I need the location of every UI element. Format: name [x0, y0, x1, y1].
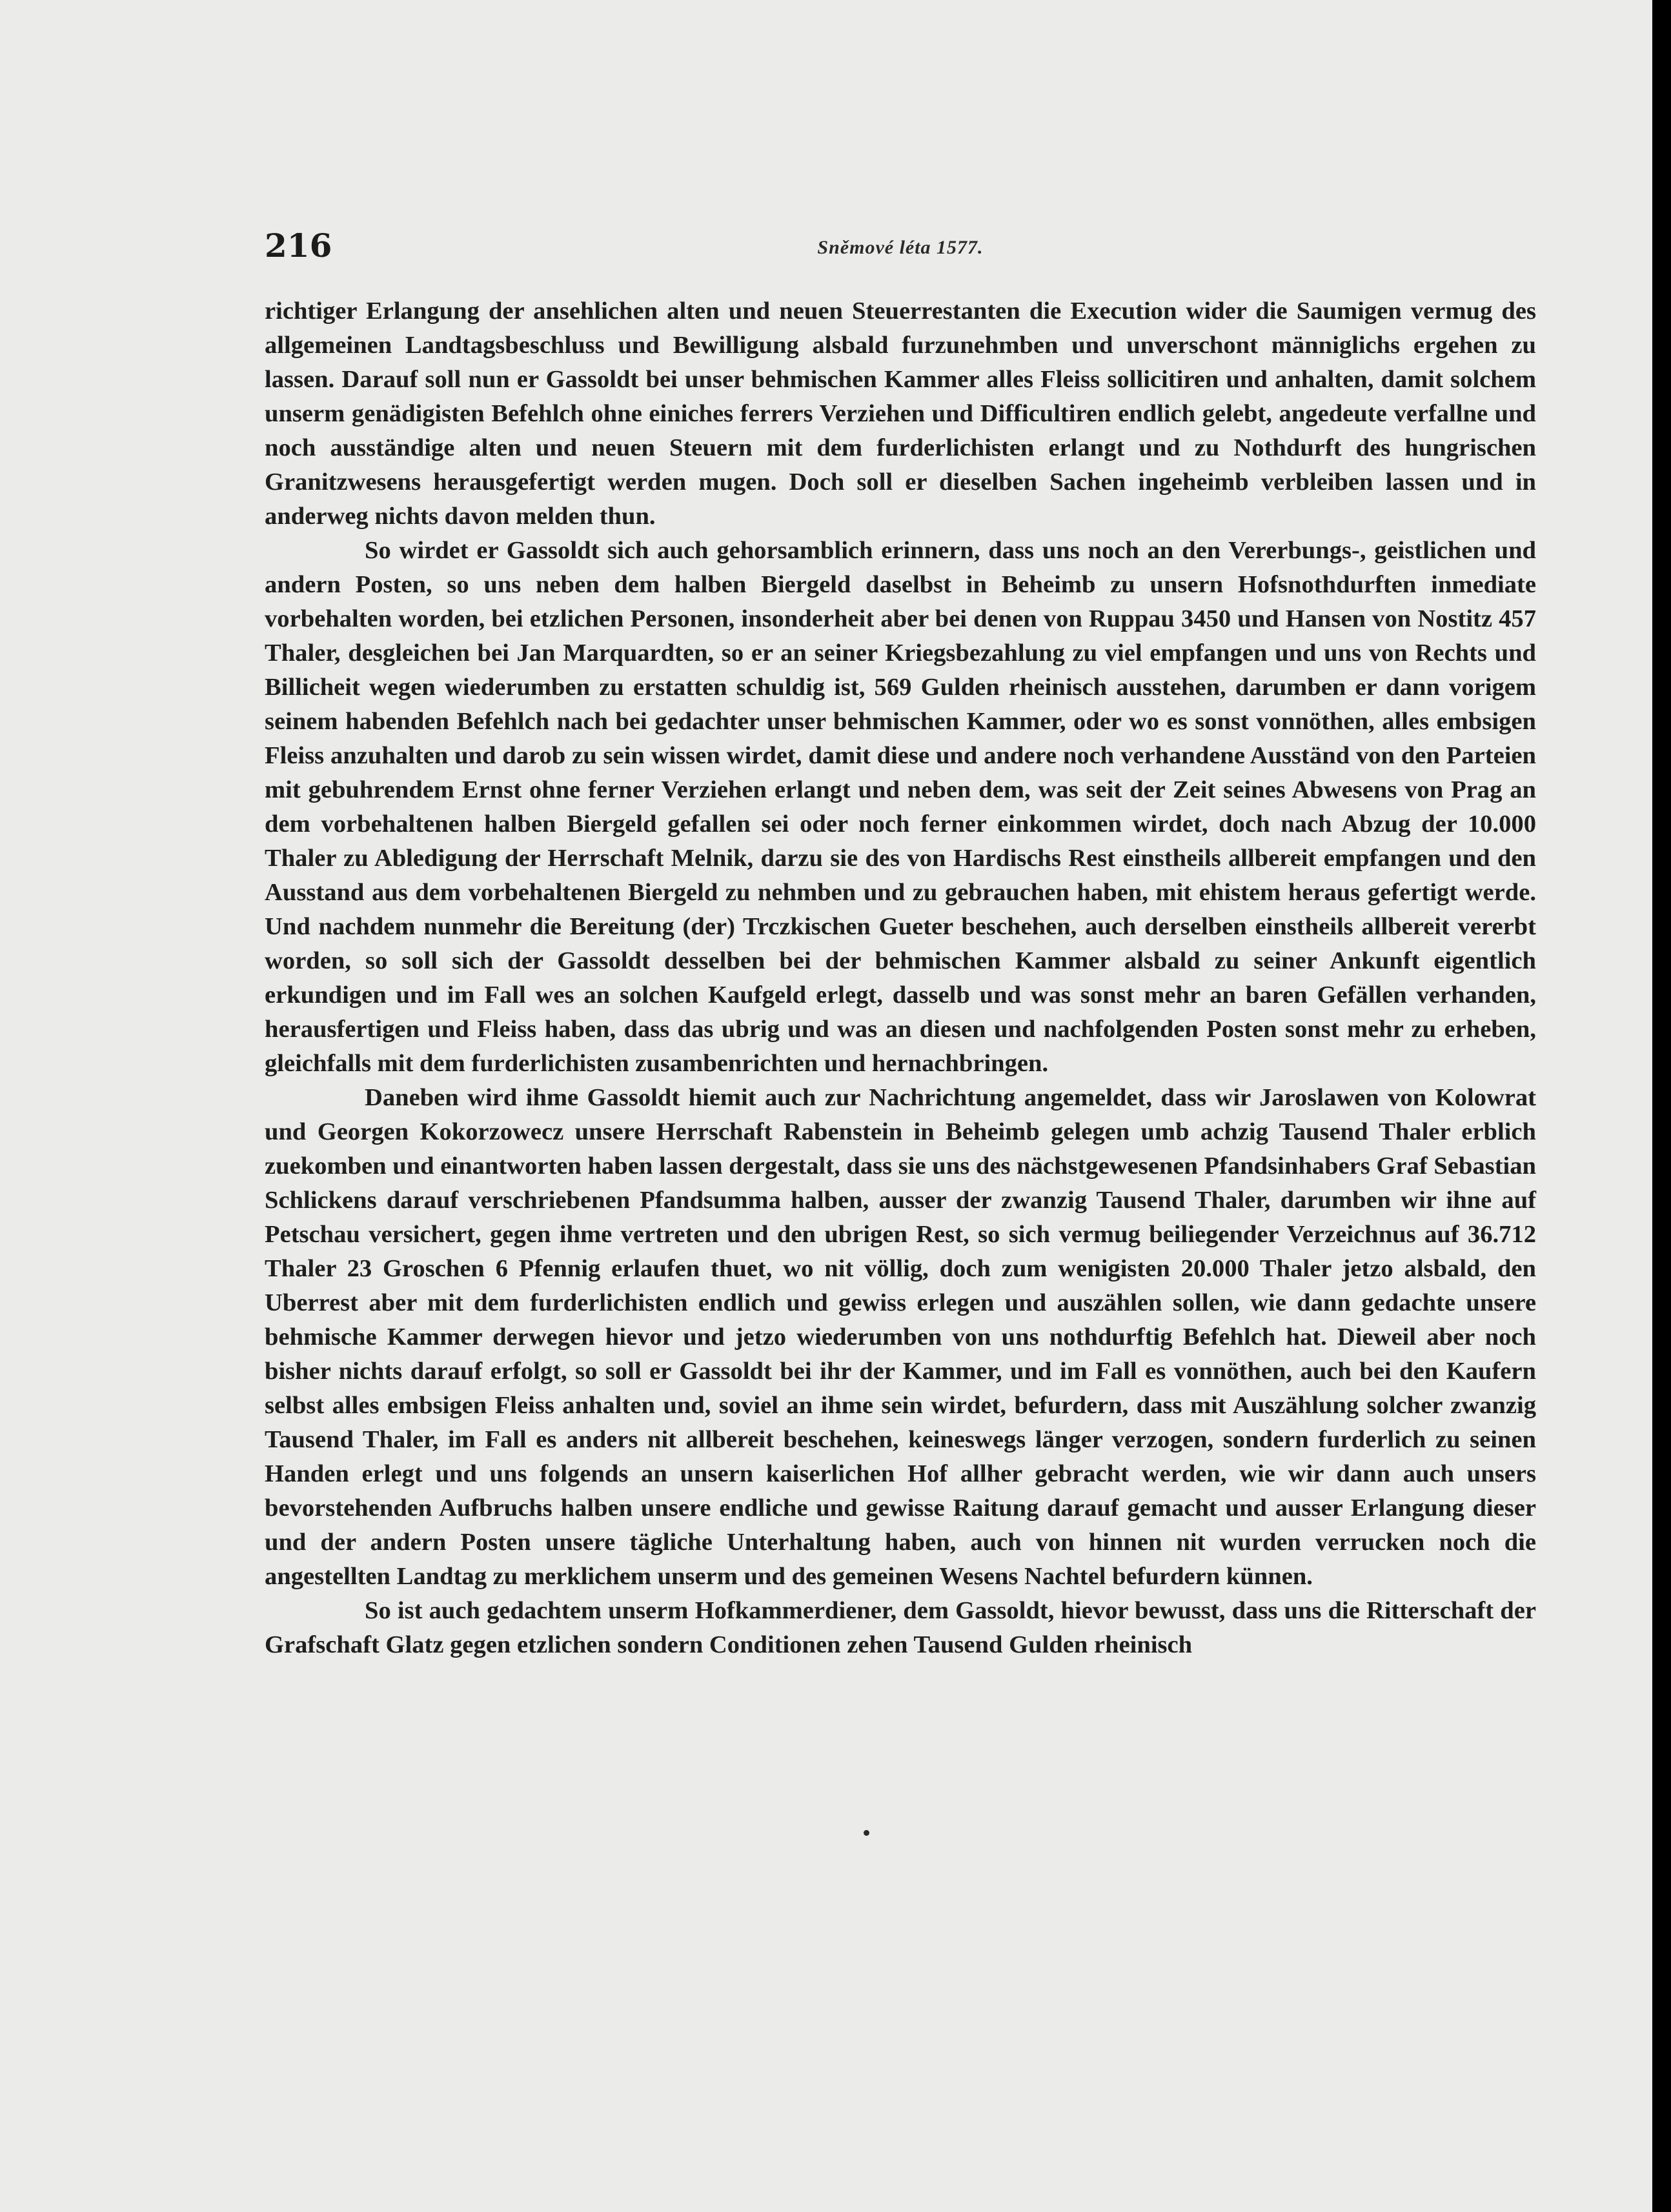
body-text [265, 294, 1536, 1662]
paragraph-2: So wirdet er Gassoldt sich auch gehorsamblich erinnern, dass uns noch an den Vererbungs-, geistlichen und andern Posten, so uns neben dem halben Biergeld daselbst in Beheimb zu unsern Hofsnothdurften inmediate vorbehalten worden, bei etzlichen Personen, insonderheit aber bei denen von Ruppau 3450 und Hansen von Nostitz 457 Thaler, desgleichen bei Jan Marquardten, so er an seiner Kriegsbezahlung zu viel empfangen und uns von Rechts und Billicheit wegen wiederumben zu erstatten schuldig ist, 569 Gulden rheinisch ausstehen, darumben er dann vorigem seinem habenden Befehlch nach bei gedachter unser behmischen Kammer, oder wo es sonst vonnöthen, alles embsigen Fleiss anzuhalten und darob zu sein wissen wirdet, damit diese und andere noch verhandene Ausständ von den Parteien mit gebuhrendem Ernst ohne ferner Verziehen erlangt und neben dem, was seit der Zeit seines Abwesens von Prag an dem vorbehaltenen halben Biergeld gefallen sei oder noch ferner einkommen wirdet, doch nach Abzug der 10.000 Thaler zu Abledigung der Herrschaft Melnik, darzu sie des von Hardischs Rest einstheils allbereit empfangen und den Ausstand aus dem vorbehaltenen Biergeld zu nehmben und zu gebrauchen haben, mit ehistem heraus gefertigt werde. Und nachdem nunmehr die Bereitung (der) Trczkischen Gueter beschehen, auch derselben einstheils allbereit vererbt worden, so soll sich der Gassoldt desselben bei der behmischen Kammer alsbald zu seiner Ankunft eigentlich erkundigen und im Fall wes an solchen Kaufgeld erlegt, dasselb und was sonst mehr an baren Gefällen verhanden, herausfertigen und Fleiss haben, dass das ubrig und was an diesen und nachfolgenden Posten sonst mehr zu erheben, gleichfalls mit dem furderlichisten zusambenrichten und hernachbringen. [265, 537, 1536, 1077]
paragraph-4: So ist auch gedachtem unserm Hofkammerdiener, dem Gassoldt, hievor bewusst, dass uns die Ritterschaft der Grafschaft Glatz gegen etzlichen sondern Conditionen zehen Tausend Gulden rheinisch [265, 1597, 1536, 1658]
page-number: 216 [265, 226, 332, 265]
paragraph-3: Daneben wird ihme Gassoldt hiemit auch zur Nachrichtung angemeldet, dass wir Jaroslawen von Kolowrat und Georgen Kokorzowecz unsere Herrschaft Rabenstein in Beheimb gelegen umb achzig Tausend Thaler erblich zuekomben und einantworten haben lassen dergestalt, dass sie uns des nächstgewesenen Pfandsinhabers Graf Sebastian Schlickens darauf verschriebenen Pfandsumma halben, ausser der zwanzig Tausend Thaler, darumben wir ihne auf Petschau versichert, gegen ihme vertreten und den ubrigen Rest, so sich vermug beiliegender Verzeichnus auf 36.712 Thaler 23 Groschen 6 Pfennig erlaufen thuet, wo nit völlig, doch zum wenigisten 20.000 Thaler jetzo alsbald, den Uberrest aber mit dem furderlichisten endlich und gewiss erlegen und auszählen sollen, wie dann gedachte unsere behmische Kammer derwegen hievor und jetzo wiederumben von uns nothdurftig Befehlch hat. Dieweil aber noch bisher nichts darauf erfolgt, so soll er Gassoldt bei ihr der Kammer, und im Fall es vonnöthen, auch bei den Kaufern selbst alles embsigen Fleiss anhalten und, soviel an ihme sein wirdet, befurdern, dass mit Auszählung solcher zwanzig Tausend Thaler, im Fall es anders nit allbereit beschehen, keineswegs länger verzogen, sondern furderlich zu seinen Handen erlegt und uns folgends an unsern kaiserlichen Hof allher gebracht werden, wie wir dann auch unsers bevorstehenden Aufbruchs halben unsere endliche und gewisse Raitung darauf gemacht und ausser Erlangung dieser und der andern Posten unsere tägliche Unterhaltung haben, auch von hinnen nit wurden verrucken noch die angestellten Landtag zu merklichem unserm und des gemeinen Wesens Nachtel befurdern künnen. [265, 1084, 1536, 1590]
running-title: Sněmové léta 1577. [817, 237, 984, 258]
scan-speck [864, 1830, 869, 1836]
page-header [265, 223, 1536, 268]
paragraph-1: richtiger Erlangung der ansehlichen alten und neuen Steuerrestanten die Execution wider die Saumigen vermug des allgemeinen Landtagsbeschluss und Bewilligung alsbald furzunehmben und unverschont männiglichs ergehen zu lassen. Darauf soll nun er Gassoldt bei unser behmischen Kammer alles Fleiss sollicitiren und anhalten, damit solchem unserm genädigisten Befehlch ohne einiches ferrers Verziehen und Difficultiren endlich gelebt, angedeute verfallne und noch ausständige alten und neuen Steuern mit dem furderlichisten erlangt und zu Nothdurft des hungrischen Granitzwesens herausgefertigt werden mugen. Doch soll er dieselben Sachen ingeheimb verbleiben lassen und in anderweg nichts davon melden thun. [265, 297, 1536, 530]
